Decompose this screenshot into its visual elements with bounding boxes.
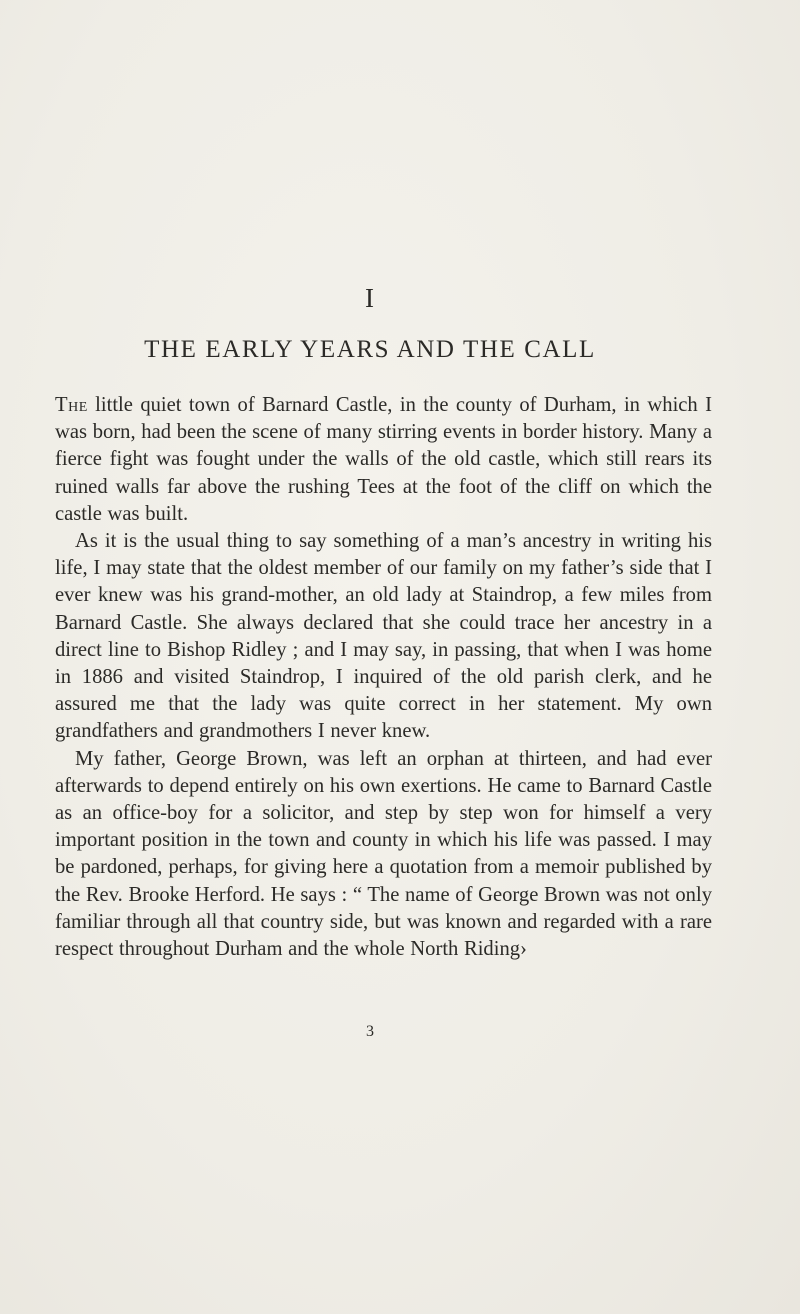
page-number: 3 (366, 1023, 374, 1040)
paragraph-1-text: little quiet town of Barnard Castle, in the county of Durham, in which I was born, had been the scene of many stirring events in border history. Many a fierce fight was fought under the walls of the old castle, which still rears its ruined walls far above the rushing Tees at the foot of the cliff on which the castle was built. (55, 394, 712, 525)
body-text (55, 392, 712, 963)
paragraph-lead-word: The (55, 394, 88, 416)
paragraph-2: As it is the usual thing to say something of a man’s ancestry in writing his life, I may state that the oldest member of our family on my father’s side that I ever knew was his grand-mother, an old lady at Staindrop, a few miles from Barnard Castle. She always declared that she could trace her ancestry in a direct line to Bishop Ridley ; and I may say, in passing, that when I was home in 1886 and visited Staindrop, I inquired of the old parish clerk, and he assured me that the lady was quite correct in her statement. My own grandfathers and grandmothers I never knew. (55, 530, 712, 743)
paragraph-1 (55, 392, 712, 528)
chapter-number: I (365, 283, 375, 313)
paragraph-3: My father, George Brown, was left an orphan at thirteen, and had ever afterwards to depend entirely on his own exertions. He came to Barnard Castle as an office-boy for a solicitor, and step by step won for himself a very important position in the town and county in which his life was passed. I may be pardoned, perhaps, for giving here a quotation from a memoir published by the Rev. Brooke Herford. He says : “ The name of George Brown was not only familiar through all that country side, but was known and regarded with a rare respect throughout Durham and the whole North Riding› (55, 747, 712, 961)
chapter-title: THE EARLY YEARS AND THE CALL (144, 336, 596, 363)
